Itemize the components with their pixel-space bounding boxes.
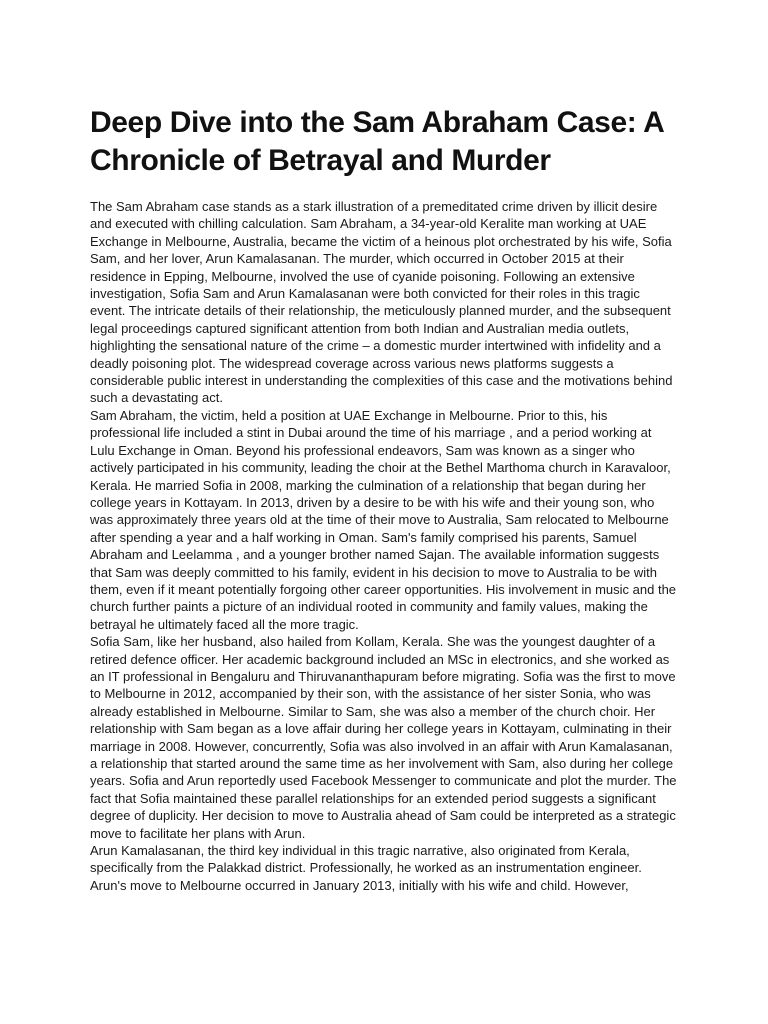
paragraph-arun-kamalasanan: Arun Kamalasanan, the third key individual in this tragic narrative, also originated from Kerala, specifically from the Palakkad district. Professionally, he worked as an instrumentation engineer. Arun's move to Melbourne occurred in January 2013, initially with his wife and child. However, — [90, 843, 642, 893]
page-title: Deep Dive into the Sam Abraham Case: A Chronicle of Betrayal and Murder — [90, 106, 664, 177]
paragraph-sofia-sam: Sofia Sam, like her husband, also hailed from Kollam, Kerala. She was the youngest daughter of a retired defence officer. Her academic background included an MSc in electronics, and she worked as an IT professional in Bengaluru and Thiruvananthapuram before migrating. Sofia was the first to move to Melbourne in 2012, accompanied by their son, with the assistance of her sister Sonia, who was already established in Melbourne. Similar to Sam, she was also a member of the church choir. Her relationship with Sam began as a love affair during her college years in Kottayam, culminating in their marriage in 2008. However, concurrently, Sofia was also involved in an affair with Arun Kamalasanan, a relationship that started around the same time as her involvement with Sam, also during her college years. Sofia and Arun reportedly used Facebook Messenger to communicate and plot the murder. The fact that Sofia maintained these parallel relationships for an extended period suggests a significant degree of duplicity. Her decision to move to Australia ahead of Sam could be interpreted as a strategic move to facilitate her plans with Arun. — [90, 634, 677, 841]
document-page — [90, 104, 678, 1024]
paragraph-sam-abraham: Sam Abraham, the victim, held a position at UAE Exchange in Melbourne. Prior to this, his professional life included a stint in Dubai around the time of his marriage , and a period working at Lulu Exchange in Oman. Beyond his professional endeavors, Sam was known as a singer who actively participated in his community, leading the choir at the Bethel Marthoma church in Karavaloor, Kerala. He married Sofia in 2008, marking the culmination of a relationship that began during her college years in Kottayam. In 2013, driven by a desire to be with his wife and their young son, who was approximately three years old at the time of their move to Australia, Sam relocated to Melbourne after spending a year and a half working in Oman. Sam's family comprised his parents, Samuel Abraham and Leelamma , and a younger brother named Sajan. The available information suggests that Sam was deeply committed to his family, evident in his decision to move to Australia to be with them, even if it meant potentially forgoing other career opportunities. His involvement in music and the church further paints a picture of an individual rooted in community and family values, making the betrayal he ultimately faced all the more tragic. — [90, 407, 677, 632]
paragraph-intro: The Sam Abraham case stands as a stark illustration of a premeditated crime driven by illicit desire and executed with chilling calculation. Sam Abraham, a 34-year-old Keralite man working at UAE Exchange in Melbourne, Australia, became the victim of a heinous plot orchestrated by his wife, Sofia Sam, and her lover, Arun Kamalasanan. The murder, which occurred in October 2015 at their residence in Epping, Melbourne, involved the use of cyanide poisoning. Following an extensive investigation, Sofia Sam and Arun Kamalasanan were both convicted for their roles in this tragic event. The intricate details of their relationship, the meticulously planned murder, and the subsequent legal proceedings captured significant attention from both Indian and Australian media outlets, highlighting the sensational nature of the crime – a domestic murder intertwined with infidelity and a deadly poisoning plot. The widespread coverage across various news platforms suggests a considerable public interest in understanding the complexities of this case and the motivations behind such a devastating act. — [90, 199, 673, 406]
